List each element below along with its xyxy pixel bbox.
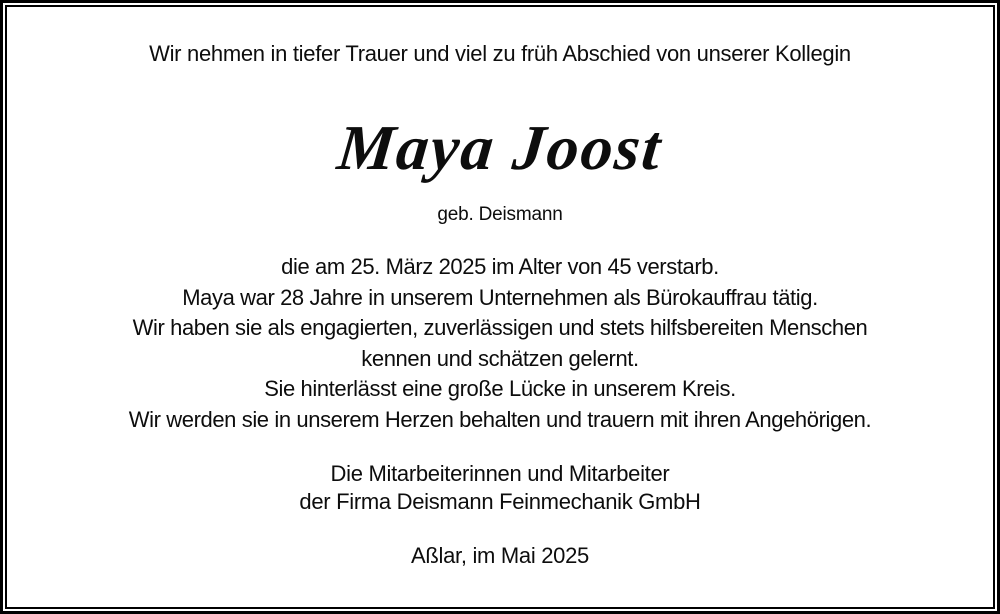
maiden-name: geb. Deismann: [437, 204, 563, 225]
body-line: die am 25. März 2025 im Alter von 45 verstarb.: [281, 254, 719, 279]
obituary-content: [8, 8, 992, 606]
body-line: Sie hinterlässt eine große Lücke in unserem Kreis.: [264, 376, 736, 401]
signature-block: [8, 460, 992, 516]
deceased-name: Maya Joost: [334, 112, 666, 183]
body-line: Wir haben sie als engagierten, zuverlässigen und stets hilfsbereiten Menschen: [132, 315, 868, 340]
place-and-date: Aßlar, im Mai 2025: [410, 543, 589, 568]
body-text: [8, 252, 992, 435]
body-line: Maya war 28 Jahre in unserem Unternehmen als Bürokauffrau tätig.: [182, 284, 818, 310]
body-line: Wir werden sie in unserem Herzen behalten und trauern mit ihren Angehörigen.: [128, 406, 872, 432]
signature-line: Die Mitarbeiterinnen und Mitarbeiter: [330, 461, 670, 486]
intro-line: Wir nehmen in tiefer Trauer und viel zu früh Abschied von unserer Kollegin: [149, 41, 851, 66]
body-line: kennen und schätzen gelernt.: [361, 345, 639, 371]
signature-line: der Firma Deismann Feinmechanik GmbH: [299, 489, 701, 514]
